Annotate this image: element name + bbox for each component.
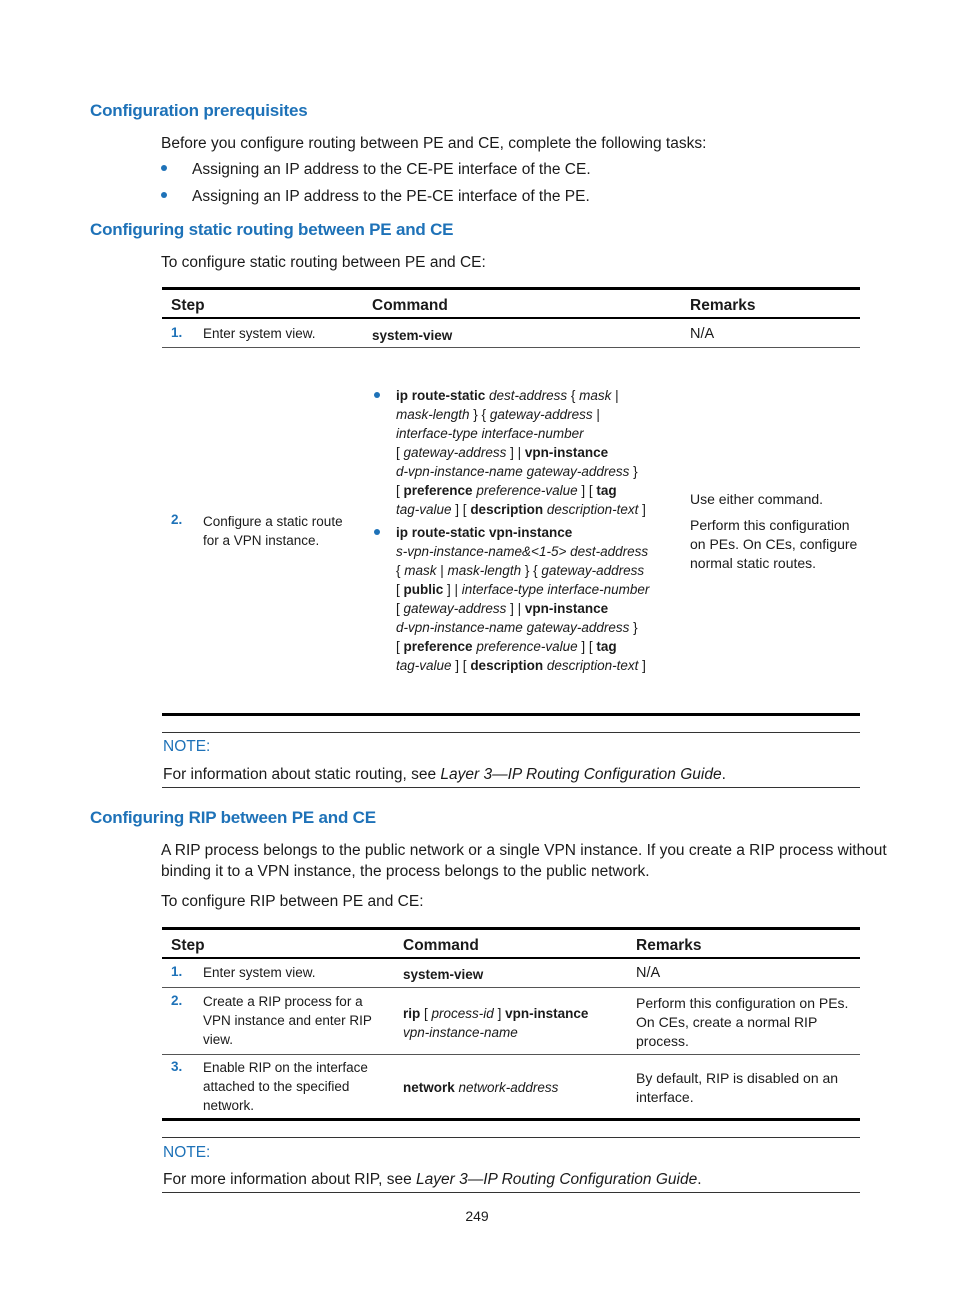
command: rip [ process-id ] vpn-instance vpn-instance-name <box>403 1006 589 1040</box>
column-header-remarks: Remarks <box>636 937 702 954</box>
step-description: Enter system view. <box>203 965 316 980</box>
step-description: Configure a static route for a VPN instance. <box>203 514 343 548</box>
column-header-step: Step <box>171 937 205 954</box>
static-routing-intro: To configure static routing between PE and CE: <box>161 254 486 271</box>
column-header-remarks: Remarks <box>690 297 756 314</box>
rip-paragraph: A RIP process belongs to the public network or a single VPN instance. If you create a RIP process without binding it to a VPN instance, the process belongs to the public network. <box>161 842 887 880</box>
step-number: 3. <box>171 1059 183 1074</box>
command: system-view <box>403 967 484 982</box>
remarks: Perform this configuration on PEs. On CEs, create a normal RIP process. <box>636 995 849 1049</box>
command-option: ip route-static dest-address { mask | mask-length } { gateway-address | interface-type interface-number [ gateway-address ] | vpn-instance d-vpn-instance-name gateway-address } [ preference preference-value ] [ tag tag-value ] [ description description-text ] <box>372 386 649 519</box>
step-description: Enter system view. <box>203 326 316 341</box>
header-rule <box>162 317 860 319</box>
note-bottom-rule <box>162 1192 860 1193</box>
prerequisites-intro: Before you configure routing between PE and CE, complete the following tasks: <box>161 135 707 152</box>
command <box>372 386 649 675</box>
heading-configuration-prerequisites: Configuration prerequisites <box>90 101 308 120</box>
heading-rip: Configuring RIP between PE and CE <box>90 808 376 827</box>
heading-static-routing: Configuring static routing between PE and CE <box>90 220 454 239</box>
table-bottom-rule <box>162 1118 860 1121</box>
remarks: N/A <box>636 965 661 981</box>
column-header-command: Command <box>372 297 448 314</box>
remarks: Use either command. Perform this configuration on PEs. On CEs, configure normal static routes. <box>690 491 858 571</box>
step-description: Create a RIP process for a VPN instance and enter RIP view. <box>203 994 372 1047</box>
table-top-rule <box>162 927 860 930</box>
note-label: NOTE: <box>163 738 211 755</box>
list-item: Assigning an IP address to the PE-CE interface of the PE. <box>161 188 590 206</box>
bullet-icon <box>374 392 380 398</box>
bullet-icon <box>161 192 167 198</box>
step-description: Enable RIP on the interface attached to the specified network. <box>203 1060 368 1113</box>
note-top-rule <box>162 1137 860 1138</box>
table-bottom-rule <box>162 713 860 716</box>
note-bottom-rule <box>162 787 860 788</box>
remarks: N/A <box>690 326 715 342</box>
command: network network-address <box>403 1080 559 1095</box>
table-top-rule <box>162 287 860 290</box>
column-header-command: Command <box>403 937 479 954</box>
step-number: 1. <box>171 964 183 979</box>
remarks: By default, RIP is disabled on an interface. <box>636 1070 839 1105</box>
command: system-view <box>372 328 453 343</box>
note-text: For information about static routing, see Layer 3—IP Routing Configuration Guide. <box>163 766 726 783</box>
column-header-step: Step <box>171 297 205 314</box>
header-rule <box>162 957 860 959</box>
bullet-icon <box>161 165 167 171</box>
note-text: For more information about RIP, see Layer 3—IP Routing Configuration Guide. <box>163 1171 702 1188</box>
note-top-rule <box>162 732 860 733</box>
step-number: 2. <box>171 993 183 1008</box>
step-number: 2. <box>171 512 183 527</box>
rip-intro: To configure RIP between PE and CE: <box>161 893 424 910</box>
list-item: Assigning an IP address to the CE-PE interface of the CE. <box>161 161 591 179</box>
step-number: 1. <box>171 325 183 340</box>
row-divider <box>162 1054 860 1055</box>
command-option: ip route-static vpn-instance s-vpn-instance-name&<1-5> dest-address { mask | mask-length } { gateway-address [ public ] | interface-type interface-number [ gateway-address ] | vpn-instance d-vpn-instance-name gateway-address } [ preference preference-value ] [ tag tag-value ] [ description description-text ] <box>372 523 649 675</box>
page-number: 249 <box>465 1208 489 1224</box>
row-divider <box>162 347 860 348</box>
note-label: NOTE: <box>163 1144 211 1161</box>
row-divider <box>162 987 860 988</box>
bullet-icon <box>374 529 380 535</box>
